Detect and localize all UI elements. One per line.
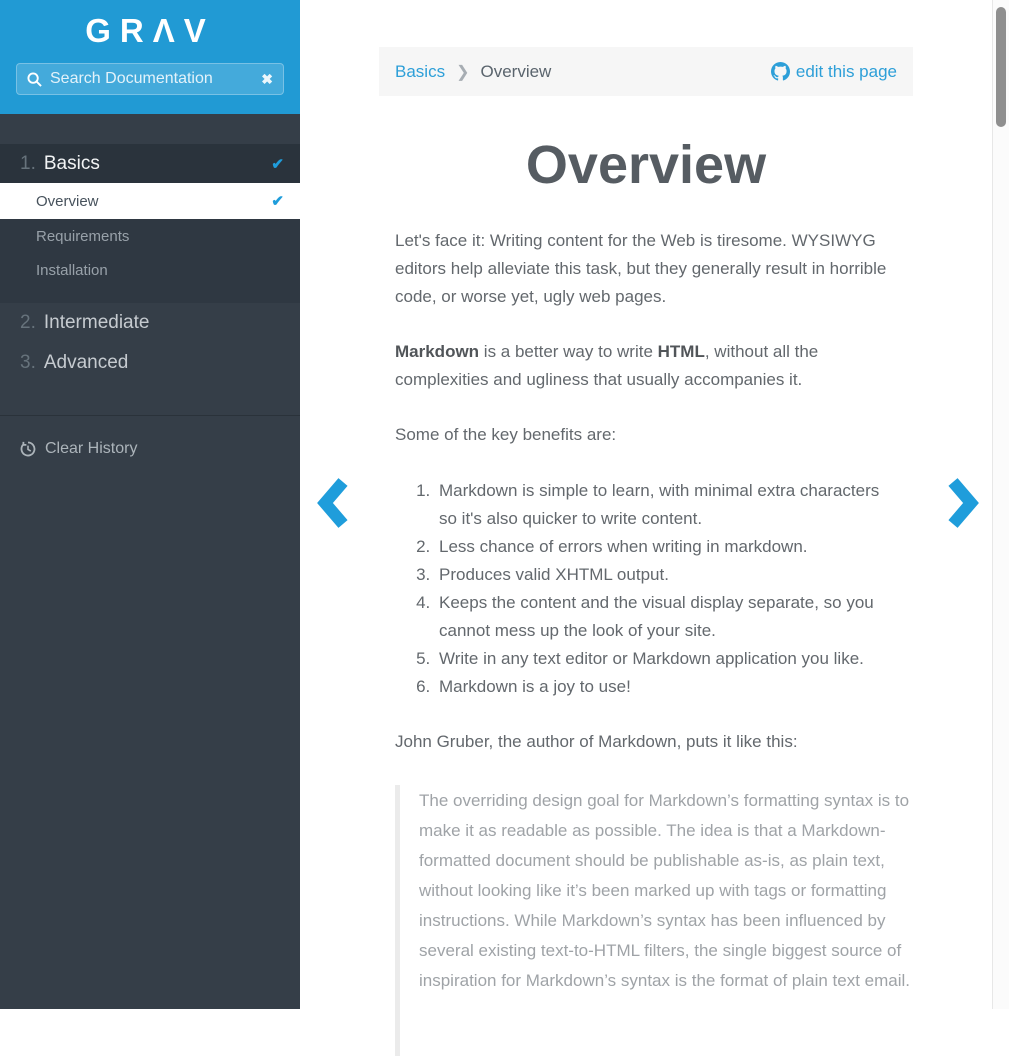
scrollbar-thumb[interactable] — [996, 7, 1006, 127]
checkmark-icon: ✔ — [271, 155, 284, 173]
list-item: 2. Less chance of errors when writing in markdown. — [435, 533, 897, 561]
benefits-list — [395, 477, 897, 701]
grav-logo[interactable]: GRΛV — [85, 12, 215, 49]
edit-page-label: edit this page — [795, 61, 897, 81]
chapter-title: Basics — [43, 152, 100, 174]
sidebar-item-overview[interactable] — [0, 183, 300, 219]
list-item: 6. Markdown is a joy to use! — [435, 673, 897, 701]
text-run: is a better way to write — [479, 342, 658, 361]
chapter-title: Advanced — [43, 352, 129, 373]
chapter-number: 1. — [20, 152, 36, 174]
scrollbar-track[interactable] — [992, 0, 1009, 1009]
list-item: 1. Markdown is simple to learn, with minimal extra characters so it's also quicker to write content. — [435, 477, 897, 533]
paragraph: Let's face it: Writing content for the Web is tiresome. WYSIWYG editors help alleviate this task, but they generally result in horrible code, or worse yet, ugly web pages. — [395, 231, 887, 306]
edit-page-link[interactable] — [771, 62, 897, 82]
sidebar-item-basics[interactable] — [0, 144, 300, 183]
breadcrumb — [379, 47, 913, 96]
search-clear-icon[interactable]: ✖ — [261, 70, 273, 87]
sidebar-divider — [0, 415, 300, 416]
chapter-title: Intermediate — [43, 312, 150, 333]
chapter-basics-block — [0, 144, 300, 303]
breadcrumb-current: Overview — [480, 61, 552, 81]
clear-history-label: Clear History — [45, 440, 138, 457]
list-item: 3. Produces valid XHTML output. — [435, 561, 897, 589]
sidebar — [0, 0, 300, 1009]
text-run: , without all the complexities and ugliness that usually accompanies it. — [395, 342, 819, 389]
paragraph: John Gruber, the author of Markdown, puts it like this: — [395, 732, 798, 751]
checkmark-icon: ✔ — [271, 193, 284, 210]
search-icon — [27, 72, 42, 87]
list-item: 5. Write in any text editor or Markdown application you like. — [435, 645, 897, 673]
nav-spacer — [0, 114, 300, 144]
bold-markdown: Markdown — [395, 342, 480, 361]
paragraph: Some of the key benefits are: — [395, 425, 617, 444]
sidebar-item-advanced[interactable] — [0, 343, 300, 383]
previous-page-button[interactable] — [316, 477, 352, 529]
article-body — [379, 227, 913, 756]
page-title: Overview — [525, 135, 767, 195]
github-icon — [771, 62, 790, 81]
sidebar-header — [0, 0, 300, 114]
history-icon — [20, 441, 36, 457]
search-input[interactable] — [50, 70, 261, 88]
main-content — [300, 0, 992, 1009]
search-box[interactable] — [16, 63, 284, 95]
next-page-button[interactable] — [944, 477, 980, 529]
sidebar-item-intermediate[interactable] — [0, 303, 300, 343]
clear-history-button[interactable] — [0, 440, 300, 458]
bold-html: HTML — [657, 342, 705, 361]
sidebar-item-requirements[interactable] — [0, 219, 300, 253]
chevron-right-icon: ❯ — [456, 63, 470, 81]
list-item: 4. Keeps the content and the visual display separate, so you cannot mess up the look of your site. — [435, 589, 897, 645]
breadcrumb-link-basics[interactable]: Basics — [395, 61, 446, 81]
chapter-number: 3. — [20, 352, 36, 373]
chapter-number: 2. — [20, 312, 36, 333]
page-label: Installation — [36, 261, 108, 279]
paragraph — [395, 338, 897, 394]
page-label: Requirements — [36, 227, 130, 245]
sidebar-item-installation[interactable] — [0, 253, 300, 287]
page-label: Overview — [36, 192, 99, 210]
quote-text: The overriding design goal for Markdown’s formatting syntax is to make it as readable as possible. The idea is that a Markdown-formatted document should be publishable as-is, as plain text, without looking like it’s been marked up with tags or formatting instructions. While Markdown’s syntax has been influenced by several existing text-to-HTML filters, the single biggest source of inspiration for Markdown’s syntax is the format of plain text email. — [419, 791, 911, 990]
markdown-quote — [395, 785, 913, 1056]
